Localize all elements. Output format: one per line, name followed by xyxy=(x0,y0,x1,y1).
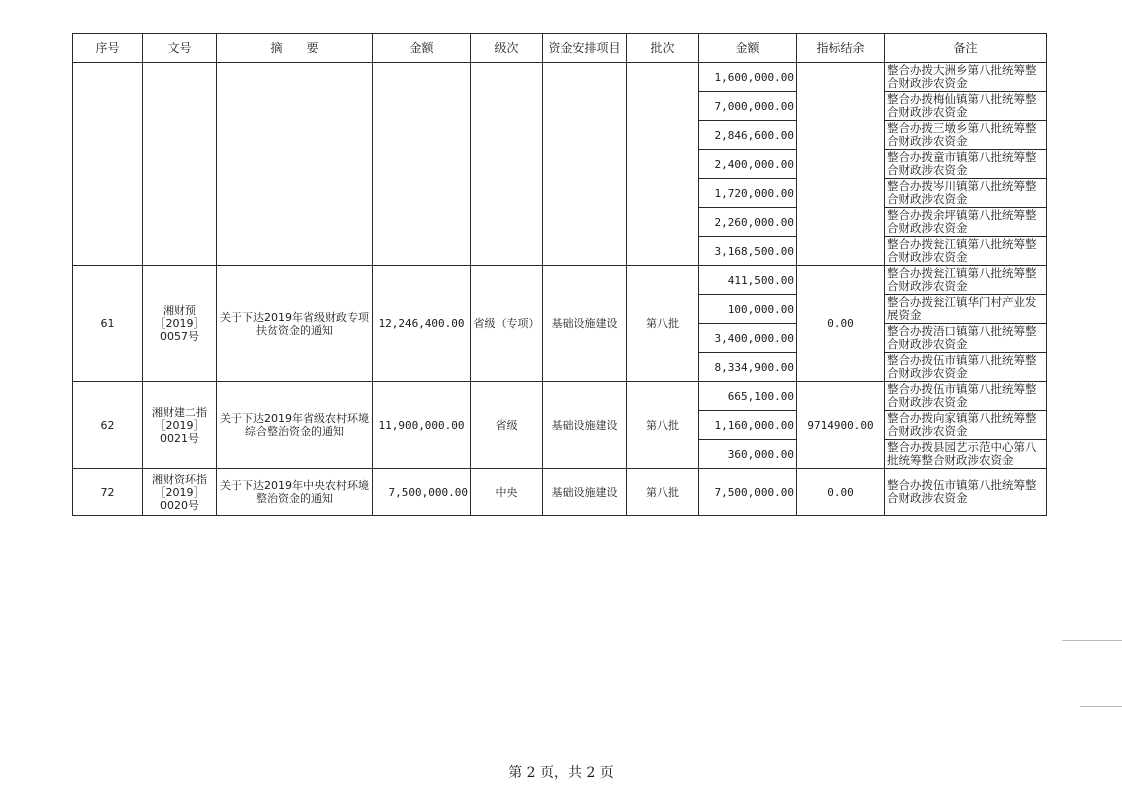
cell-remark: 整合办拨浯口镇第八批统筹整合财政涉农资金 xyxy=(885,324,1047,353)
header-row xyxy=(73,34,1047,63)
cell-remark: 整合办拨瓮江镇第八批统筹整合财政涉农资金 xyxy=(885,237,1047,266)
cell-remark: 整合办拨伍市镇第八批统筹整合财政涉农资金 xyxy=(885,469,1047,516)
cell-amount: 11,900,000.00 xyxy=(373,382,471,469)
col-header-amount: 金额 xyxy=(373,34,471,63)
cell-remark: 整合办拨向家镇第八批统筹整合财政涉农资金 xyxy=(885,411,1047,440)
cell-remark: 整合办拨三墩乡第八批统筹整合财政涉农资金 xyxy=(885,121,1047,150)
cell-level: 中央 xyxy=(471,469,543,516)
cell-sub-amount: 7,500,000.00 xyxy=(699,469,797,516)
cell-sub-amount: 1,160,000.00 xyxy=(699,411,797,440)
cell-summary: 关于下达2019年中央农村环境整治资金的通知 xyxy=(217,469,373,516)
cell-doc-no xyxy=(143,63,217,266)
col-header-balance: 指标结余 xyxy=(797,34,885,63)
cell-balance xyxy=(797,63,885,266)
cell-fund-project: 基础设施建设 xyxy=(543,469,627,516)
cell-sub-amount: 7,000,000.00 xyxy=(699,92,797,121)
cell-fund-project: 基础设施建设 xyxy=(543,382,627,469)
cell-sub-amount: 3,168,500.00 xyxy=(699,237,797,266)
cell-sub-amount: 3,400,000.00 xyxy=(699,324,797,353)
cell-remark: 整合办拨岑川镇第八批统筹整合财政涉农资金 xyxy=(885,179,1047,208)
table-row xyxy=(73,63,1047,92)
cell-sub-amount: 8,334,900.00 xyxy=(699,353,797,382)
cell-batch: 第八批 xyxy=(627,469,699,516)
cell-seq: 61 xyxy=(73,266,143,382)
cell-sub-amount: 1,720,000.00 xyxy=(699,179,797,208)
col-header-batch: 批次 xyxy=(627,34,699,63)
scan-artifact xyxy=(1080,706,1122,707)
cell-remark: 整合办拨县园艺示范中心第八批统筹整合财政涉农资金 xyxy=(885,440,1047,469)
table-row xyxy=(73,469,1047,516)
cell-batch: 第八批 xyxy=(627,382,699,469)
cell-seq: 72 xyxy=(73,469,143,516)
cell-balance: 9714900.00 xyxy=(797,382,885,469)
cell-remark: 整合办拨童市镇第八批统筹整合财政涉农资金 xyxy=(885,150,1047,179)
cell-doc-no: 湘财资环指［2019］0020号 xyxy=(143,469,217,516)
cell-balance: 0.00 xyxy=(797,469,885,516)
cell-sub-amount: 411,500.00 xyxy=(699,266,797,295)
col-header-doc-no: 文号 xyxy=(143,34,217,63)
cell-sub-amount: 2,400,000.00 xyxy=(699,150,797,179)
table-row xyxy=(73,382,1047,411)
cell-summary: 关于下达2019年省级财政专项扶贫资金的通知 xyxy=(217,266,373,382)
cell-remark: 整合办拨瓮江镇第八批统筹整合财政涉农资金 xyxy=(885,266,1047,295)
cell-batch xyxy=(627,63,699,266)
cell-level xyxy=(471,63,543,266)
cell-fund-project xyxy=(543,63,627,266)
col-header-fund-project: 资金安排项目 xyxy=(543,34,627,63)
cell-sub-amount: 360,000.00 xyxy=(699,440,797,469)
cell-level: 省级 xyxy=(471,382,543,469)
cell-amount: 12,246,400.00 xyxy=(373,266,471,382)
page-number: 第 2 页，共 2 页 xyxy=(508,765,614,781)
col-header-summary: 摘 要 xyxy=(217,34,373,63)
cell-summary: 关于下达2019年省级农村环境综合整治资金的通知 xyxy=(217,382,373,469)
cell-sub-amount: 665,100.00 xyxy=(699,382,797,411)
fund-allocation-table xyxy=(72,33,1047,516)
cell-fund-project: 基础设施建设 xyxy=(543,266,627,382)
cell-remark: 整合办拨大洲乡第八批统筹整合财政涉农资金 xyxy=(885,63,1047,92)
cell-level: 省级（专项） xyxy=(471,266,543,382)
cell-seq xyxy=(73,63,143,266)
col-header-remarks: 备注 xyxy=(885,34,1047,63)
cell-batch: 第八批 xyxy=(627,266,699,382)
cell-amount: 7,500,000.00 xyxy=(373,469,471,516)
cell-remark: 整合办拨伍市镇第八批统筹整合财政涉农资金 xyxy=(885,353,1047,382)
cell-remark: 整合办拨伍市镇第八批统筹整合财政涉农资金 xyxy=(885,382,1047,411)
cell-remark: 整合办拨梅仙镇第八批统筹整合财政涉农资金 xyxy=(885,92,1047,121)
cell-seq: 62 xyxy=(73,382,143,469)
cell-doc-no: 湘财建二指［2019］0021号 xyxy=(143,382,217,469)
cell-sub-amount: 2,846,600.00 xyxy=(699,121,797,150)
col-header-amount-2: 金额 xyxy=(699,34,797,63)
col-header-seq: 序号 xyxy=(73,34,143,63)
cell-summary xyxy=(217,63,373,266)
cell-sub-amount: 2,260,000.00 xyxy=(699,208,797,237)
cell-amount xyxy=(373,63,471,266)
cell-doc-no: 湘财预［2019］0057号 xyxy=(143,266,217,382)
cell-sub-amount: 1,600,000.00 xyxy=(699,63,797,92)
scan-artifact xyxy=(1062,640,1122,641)
col-header-level: 级次 xyxy=(471,34,543,63)
table-row xyxy=(73,266,1047,295)
cell-remark: 整合办拨瓮江镇华门村产业发展资金 xyxy=(885,295,1047,324)
cell-remark: 整合办拨余坪镇第八批统筹整合财政涉农资金 xyxy=(885,208,1047,237)
cell-sub-amount: 100,000.00 xyxy=(699,295,797,324)
cell-balance: 0.00 xyxy=(797,266,885,382)
